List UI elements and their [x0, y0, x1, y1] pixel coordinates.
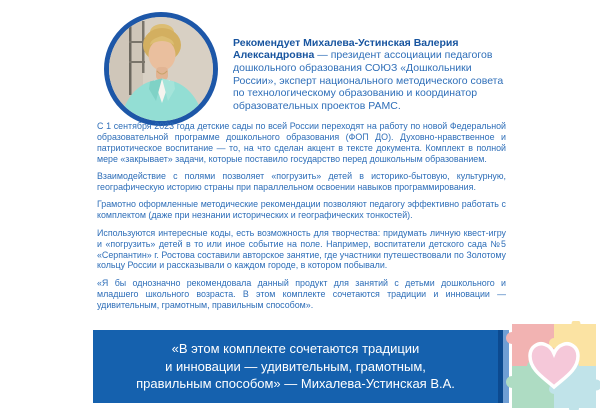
quote-banner	[93, 330, 498, 403]
review-body	[97, 121, 506, 317]
recommender-name: Рекомендует Михалева-Устинская Валерия Александровна	[233, 36, 459, 62]
body-paragraph: Используются интересные коды, есть возможность для творчества: придумать личную квест-игру и «погрузить» детей в то или иное событие на поле. Например, воспитатели детского сада №5 «Серпантин» г. Ростова составили авторское занятие, где участники путешествовали по Золотому кольцу России и рассказывали о каждом городе, в котором побывали.	[97, 227, 506, 271]
quote-line: «В этом комплекте сочетаются традиции	[171, 341, 420, 357]
recommender-description	[233, 37, 507, 113]
body-paragraph: «Я бы однозначно рекомендовала данный продукт для занятий с детьми дошкольного и младшего школьного возраста. В этом комплекте сочетаются традиции и инновации — удивительным, грамотным, правильным способом».	[97, 277, 506, 310]
puzzle-heart-icon	[504, 321, 600, 410]
body-paragraph: С 1 сентября 2023 года детские сады по всей России переходят на работу по новой Федеральной образовательной программе дошкольного образования (ФОП ДО). Духовно-нравственное и патриотическое воспитание — то, на что сделан акцент в тексте документа. Комплект в полной мере «закрывает» задачи, которые поставило государство перед дошкольным образованием.	[97, 121, 506, 164]
body-paragraph: Взаимодействие с полями позволяет «погрузить» детей в историко-бытовую, культурную, географическую историю страны при параллельном освоении навыков программирования.	[97, 171, 506, 193]
avatar	[104, 12, 218, 126]
body-paragraph: Грамотно оформленные методические рекомендации позволяют педагогу эффективно работать с комплектом (даже при незнании исторических и географических тонкостей).	[97, 199, 506, 221]
person-portrait-icon	[109, 17, 213, 121]
quote-line: правильным способом» — Михалева-Устинская В.А.	[136, 376, 455, 392]
recommender-title: — президент ассоциации педагогов дошкольного образования СОЮЗ «Дошкольники России», эксперт национального методического совета по технологическому образованию и координатор образовательных проектов РАМС.	[233, 49, 504, 113]
quote-line: и инновации — удивительным, грамотным,	[165, 358, 426, 374]
